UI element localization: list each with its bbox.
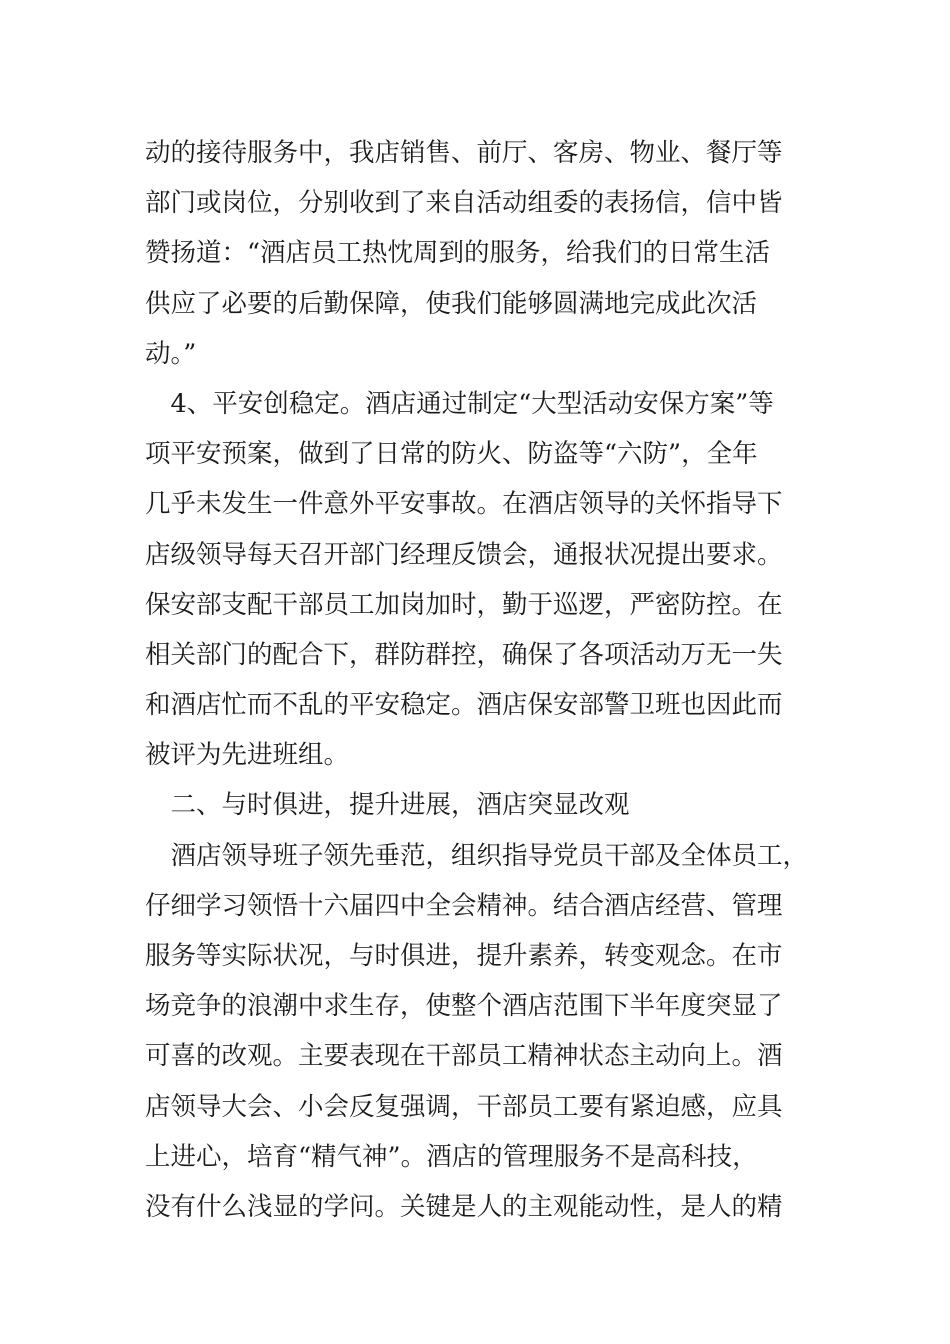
- text-line: 店领导大会、小会反复强调，干部员工要有紧迫感，应具: [145, 1091, 783, 1122]
- text-line: 保安部支配干部员工加岗加时，勤于巡逻，严密防控。在: [145, 589, 783, 620]
- text-line: 动。”: [145, 338, 197, 369]
- text-line: 场竞争的浪潮中求生存，使整个酒店范围下半年度突显了: [145, 991, 783, 1022]
- text-line: 赞扬道：“酒店员工热忱周到的服务，给我们的日常生活: [145, 238, 771, 269]
- paragraph-safety-stability: [145, 379, 810, 781]
- text-line: 服务等实际状况，与时俱进，提升素养，转变观念。在市: [145, 941, 783, 971]
- text-line: 上进心，培育“精气神”。酒店的管理服务不是高科技，: [145, 1141, 758, 1172]
- text-line: 4、平安创稳定。酒店通过制定“大型活动安保方案”等: [145, 388, 774, 419]
- text-line: 供应了必要的后勤保障，使我们能够圆满地完成此次活: [145, 288, 758, 319]
- text-line: 仔细学习领悟十六届四中全会精神。结合酒店经营、管理: [145, 890, 783, 921]
- text-line: 动的接待服务中，我店销售、前厅、客房、物业、餐厅等: [145, 138, 783, 168]
- heading-line: 二、与时俱进，提升进展，酒店突显改观: [145, 790, 630, 821]
- text-line: 被评为先进班组。: [145, 740, 350, 771]
- paragraph-service-praise: [145, 128, 810, 379]
- text-line: 店级领导每天召开部门经理反馈会，通报状况提出要求。: [145, 539, 783, 570]
- text-line: 和酒店忙而不乱的平安稳定。酒店保安部警卫班也因此而: [145, 690, 783, 721]
- text-line: 相关部门的配合下，群防群控，确保了各项活动万无一失: [145, 639, 783, 670]
- text-line: 项平安预案，做到了日常的防火、防盗等“六防”，全年: [145, 439, 758, 470]
- text-line: 部门或岗位，分别收到了来自活动组委的表扬信，信中皆: [145, 188, 783, 219]
- document-body: [145, 128, 810, 1232]
- text-line: 几乎未发生一件意外平安事故。在酒店领导的关怀指导下: [145, 489, 783, 520]
- text-line: 酒店领导班子领先垂范，组织指导党员干部及全体员工，: [145, 840, 809, 871]
- section-heading: [145, 780, 810, 830]
- text-line: 可喜的改观。主要表现在干部员工精神状态主动向上。酒: [145, 1041, 783, 1072]
- text-line: 没有什么浅显的学问。关键是人的主观能动性，是人的精: [145, 1191, 783, 1222]
- paragraph-leadership: [145, 831, 810, 1233]
